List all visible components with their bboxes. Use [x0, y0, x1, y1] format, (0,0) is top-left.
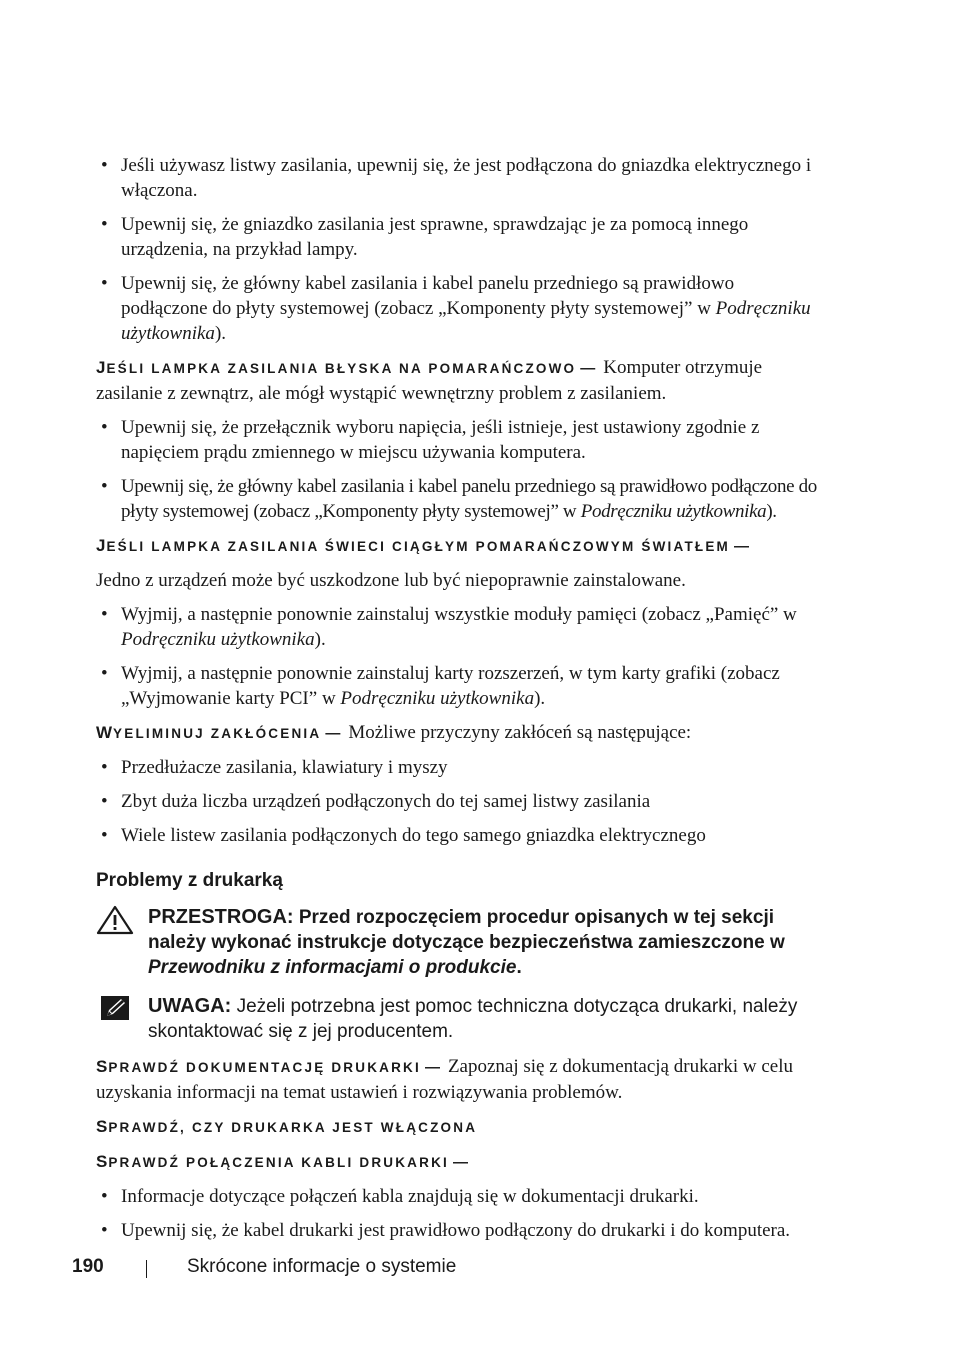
list-item-end: ).	[314, 629, 326, 650]
caution-label: PRZESTROGA:	[148, 906, 294, 928]
list-item-end: ).	[766, 501, 777, 522]
manual-reference: Podręczniku użytkownika	[580, 501, 767, 522]
footer-divider	[146, 1260, 147, 1278]
troubleshoot-paragraph	[96, 355, 824, 406]
manual-reference: Podręczniku użytkownika	[121, 298, 811, 344]
list-item-text: Wyjmij, a następnie ponownie zainstaluj karty rozszerzeń, w tym karty grafiki (zobacz „Wyjmowanie karty PCI” w	[121, 663, 780, 709]
page-number: 190	[72, 1256, 104, 1277]
heading-rest: PRAWDŹ POŁĄCZENIA KABLI DRUKARKI	[108, 1155, 449, 1170]
heading-rest: PRAWDŹ DOKUMENTACJĘ DRUKARKI	[108, 1060, 421, 1075]
warning-triangle-icon	[96, 905, 134, 942]
note-text: Jeżeli potrzebna jest pomoc techniczna dotycząca drukarki, należy skontaktować się z jej producentem.	[148, 996, 798, 1042]
heading-rest: EŚLI LAMPKA ZASILANIA ŚWIECI CIĄGŁYM POMARAŃCZOWYM ŚWIATŁEM	[106, 539, 730, 554]
em-dash: —	[452, 1154, 468, 1171]
list-item	[96, 661, 824, 711]
runin-heading-line	[96, 1114, 824, 1140]
paragraph-text: Zapoznaj się z dokumentacją drukarki w celu uzyskania informacji na temat ustawień i rozwiązywania problemów.	[96, 1056, 793, 1103]
manual-reference: Podręczniku użytkownika	[340, 688, 535, 709]
list-item	[96, 474, 824, 524]
list-item-end: ).	[534, 688, 546, 709]
list-item-text: Upewnij się, że główny kabel zasilania i kabel panelu przedniego są prawidłowo podłączone do płyty systemowej (zobacz „Komponenty płyty systemowej” w	[121, 273, 735, 319]
heading-initial: S	[96, 1152, 109, 1171]
em-dash: —	[424, 1059, 440, 1076]
list-item-text: Wyjmij, a następnie ponownie zainstaluj wszystkie moduły pamięci (zobacz „Pamięć” w	[121, 604, 797, 625]
runin-heading-line	[96, 533, 824, 559]
paragraph: Jedno z urządzeń może być uszkodzone lub być niepoprawnie zainstalowane.	[96, 570, 686, 591]
em-dash: —	[580, 360, 596, 377]
paragraph-text: Komputer otrzymuje zasilanie z zewnątrz, ale mógł wystąpić wewnętrzny problem z zasilaniem.	[96, 357, 763, 404]
pencil-note-icon	[101, 996, 131, 1029]
troubleshoot-paragraph	[96, 720, 824, 746]
section-heading: Problemy z drukarką	[96, 870, 283, 891]
list-item	[96, 602, 824, 652]
heading-initial: S	[96, 1117, 109, 1136]
troubleshoot-paragraph	[96, 1054, 824, 1105]
heading-rest: YELIMINUJ ZAKŁÓCENIA	[113, 726, 322, 741]
heading-rest: EŚLI LAMPKA ZASILANIA BŁYSKA NA POMARAŃCZOWO	[106, 361, 577, 376]
runin-heading-line	[96, 1149, 824, 1175]
caution-end: .	[516, 957, 522, 978]
list-item-text: Upewnij się, że główny kabel zasilania i kabel panelu przedniego są prawidłowo podłączone do płyty systemowej (zobacz „Komponenty płyty systemowej” w	[121, 476, 817, 522]
note-label: UWAGA:	[148, 995, 232, 1017]
list-item: • Upewnij się, że przełącznik wyboru napięcia, jeśli istnieje, jest ustawiony zgodnie z napięciem prądu zmiennego w miejscu używania komputera.	[96, 415, 824, 465]
list-item: • Informacje dotyczące połączeń kabla znajdują się w dokumentacji drukarki.	[96, 1184, 824, 1209]
page-content	[96, 153, 824, 1252]
runin-heading	[96, 1117, 478, 1136]
em-dash: —	[734, 538, 749, 555]
list-item	[96, 271, 824, 346]
runin-heading	[96, 723, 322, 742]
caution-notice	[96, 905, 824, 980]
heading-initial: J	[96, 536, 107, 555]
caution-text: Przed rozpoczęciem procedur opisanych w tej sekcji należy wykonać instrukcje dotyczące bezpieczeństwa zamieszczone w	[148, 907, 785, 953]
heading-initial: W	[96, 723, 114, 742]
heading-initial: J	[96, 358, 107, 377]
manual-reference: Przewodniku z informacjami o produkcie	[148, 957, 517, 978]
heading-initial: S	[96, 1057, 109, 1076]
list-item: • Przedłużacze zasilania, klawiatury i myszy	[96, 755, 824, 780]
manual-reference: Podręczniku użytkownika	[121, 629, 315, 650]
note-notice	[96, 994, 824, 1044]
list-item: • Upewnij się, że gniazdko zasilania jest sprawne, sprawdzając je za pomocą innego urządzenia, na przykład lampy.	[96, 212, 824, 262]
list-item: • Jeśli używasz listwy zasilania, upewnij się, że jest podłączona do gniazdka elektrycznego i włączona.	[96, 153, 824, 203]
heading-rest: PRAWDŹ, CZY DRUKARKA JEST WŁĄCZONA	[108, 1120, 478, 1135]
list-item: • Zbyt duża liczba urządzeń podłączonych do tej samej listwy zasilania	[96, 789, 824, 814]
list-item: • Upewnij się, że kabel drukarki jest prawidłowo podłączony do drukarki i do komputera.	[96, 1218, 824, 1243]
runin-heading	[96, 536, 730, 555]
list-item-end: ).	[214, 323, 227, 344]
list-item: • Wiele listew zasilania podłączonych do tego samego gniazdka elektrycznego	[96, 823, 824, 848]
runin-heading	[96, 358, 577, 377]
paragraph-text: Możliwe przyczyny zakłóceń są następujące:	[348, 722, 692, 743]
runin-heading	[96, 1152, 449, 1171]
em-dash: —	[325, 725, 341, 742]
footer-title: Skrócone informacje o systemie	[187, 1256, 457, 1277]
runin-heading	[96, 1057, 421, 1076]
